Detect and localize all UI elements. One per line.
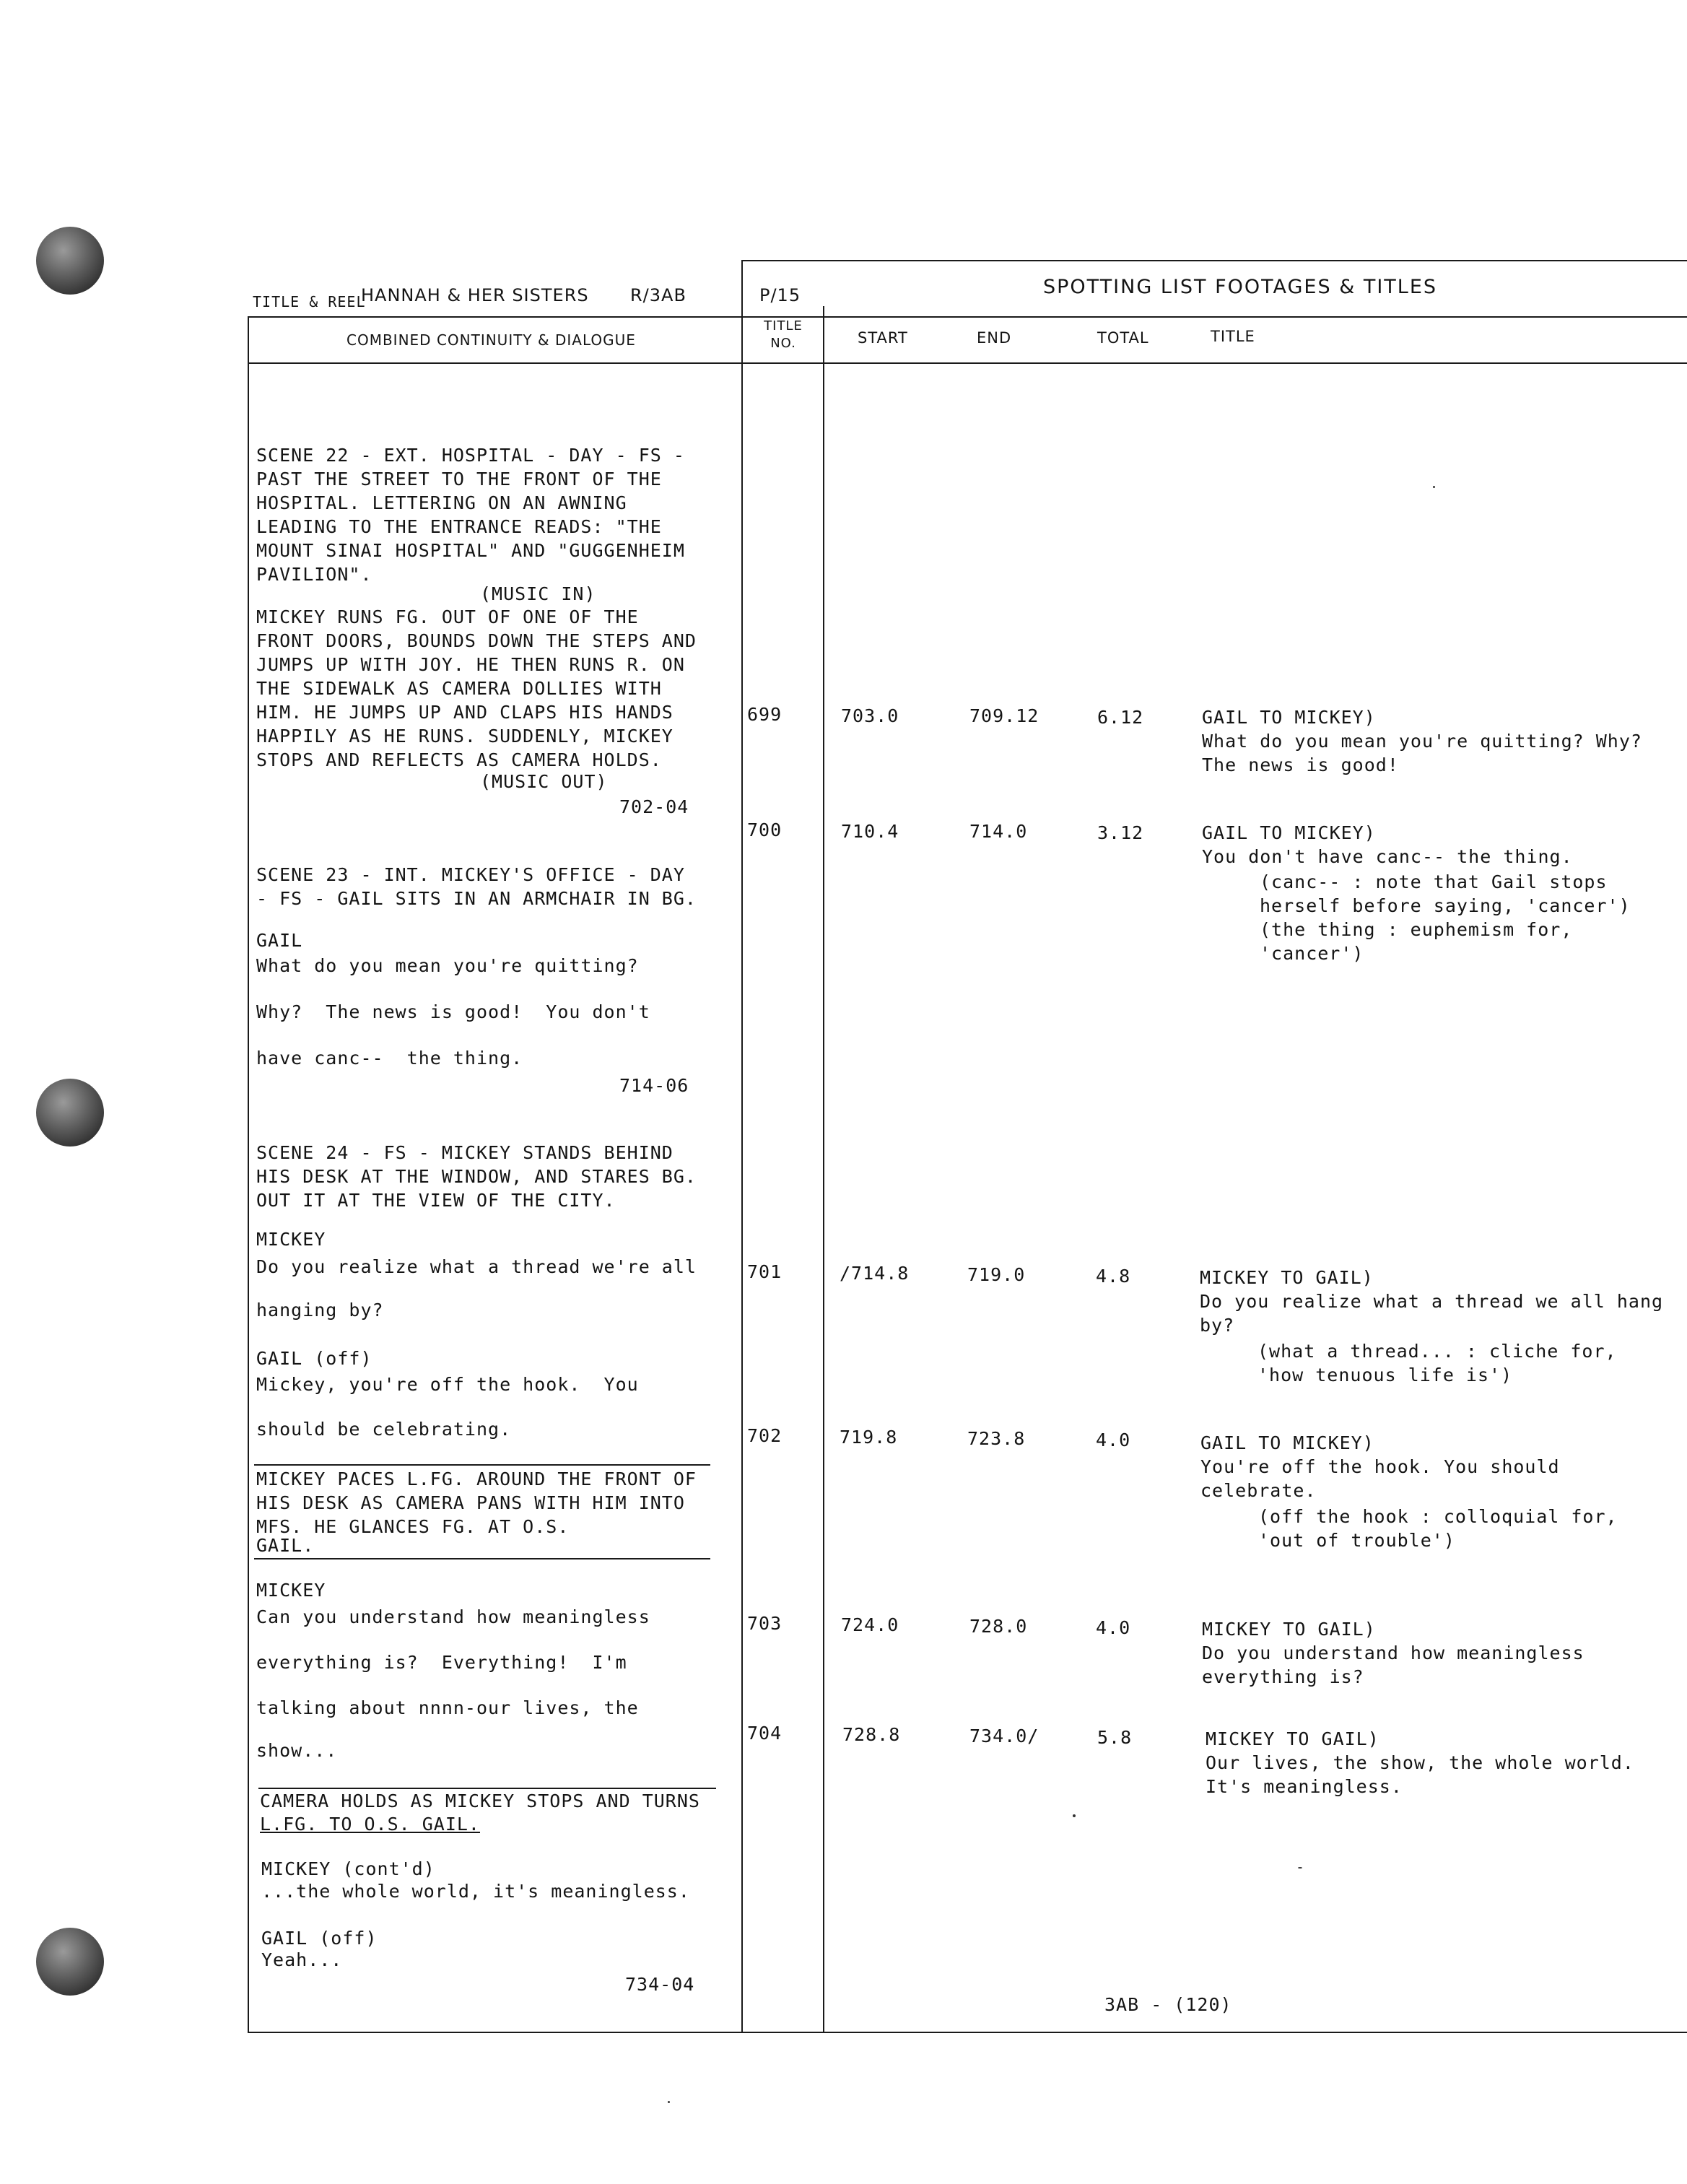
dialogue-line: everything is? Everything! I'm [256,1652,627,1673]
scan-speck [1298,1867,1302,1868]
total-footage: 4.8 [1096,1266,1131,1287]
mickey-paces-description: MICKEY PACES L.FG. AROUND THE FRONT OF HIS DESK AS CAMERA PANS WITH HIM INTO MFS. HE GLANCES FG. AT O.S. [256,1469,697,1537]
binder-hole-middle [36,1079,104,1147]
start-footage: 703.0 [841,705,899,726]
total-footage: 4.0 [1096,1430,1131,1450]
dialogue-line: should be celebrating. [256,1419,512,1440]
total-footage: 4.0 [1096,1617,1131,1638]
page-code: 3AB - (120) [1104,1994,1232,2015]
title-number: 700 [747,819,783,840]
subtitle-text: MICKEY TO GAIL) Do you realize what a thread we all hang by? [1200,1267,1664,1336]
title-number: 699 [747,704,783,725]
scene-24-description: SCENE 24 - FS - MICKEY STANDS BEHIND HIS DESK AT THE WINDOW, AND STARES BG. OUT IT AT THE VIEW OF THE CITY. [256,1142,697,1211]
subtitle-text: GAIL TO MICKEY) What do you mean you're quitting? Why? The news is good! [1202,707,1642,775]
speaker-gail: GAIL [256,930,303,951]
scan-speck [668,2101,670,2103]
speaker-mickey-contd: MICKEY (cont'd) [261,1858,435,1879]
title-number: 701 [747,1261,783,1282]
end-footage: 723.8 [967,1428,1026,1449]
end-footage: 728.0 [969,1616,1028,1637]
dialogue-line: Mickey, you're off the hook. You [256,1374,639,1395]
dialogue-line: What do you mean you're quitting? [256,955,639,976]
scene-22-description: SCENE 22 - EXT. HOSPITAL - DAY - FS - PAST THE STREET TO THE FRONT OF THE HOSPITAL. LETTERING ON AN AWNING LEADING TO THE ENTRANCE READS: "THE MOUNT SINAI HOSPITAL" AND "GUGGENHEIM PAVILION". [256,445,685,585]
column-start: START [858,329,908,347]
binder-hole-bottom [36,1928,104,1996]
scene-23-description: SCENE 23 - INT. MICKEY'S OFFICE - DAY - FS - GAIL SITS IN AN ARMCHAIR IN BG. [256,864,697,909]
total-footage: 5.8 [1097,1727,1133,1748]
column-continuity: COMBINED CONTINUITY & DIALOGUE [346,331,636,349]
column-end: END [977,329,1012,347]
mickey-paces-gail: GAIL. [256,1535,315,1556]
end-footage: 714.0 [969,821,1028,842]
dialogue-line: Yeah... [261,1949,343,1970]
dialogue-line: Why? The news is good! You don't [256,1001,650,1022]
end-footage: 709.12 [969,705,1039,726]
film-title: HANNAH & HER SISTERS [361,285,589,305]
camera-holds-description: CAMERA HOLDS AS MICKEY STOPS AND TURNS [260,1791,700,1811]
column-total: TOTAL [1097,329,1149,347]
speaker-mickey: MICKEY [256,1580,326,1601]
end-footage: 719.0 [967,1264,1026,1285]
divider-rule [254,1464,710,1466]
subtitle-text: MICKEY TO GAIL) Our lives, the show, the whole world. It's meaningless. [1206,1728,1634,1797]
dialogue-line: talking about nnnn-our lives, the [256,1697,639,1718]
start-footage: /714.8 [840,1263,910,1284]
dialogue-line: hanging by? [256,1300,384,1321]
title-number: 702 [747,1425,783,1446]
speaker-mickey: MICKEY [256,1229,326,1250]
start-footage: 728.8 [842,1724,901,1745]
title-number: 704 [747,1723,783,1744]
title-reel-label: TITLE & REEL [253,293,366,310]
translator-note: (canc-- : note that Gail stops herself before saying, 'cancer') (the thing : euphemism for, 'cancer') [1260,871,1631,964]
speaker-gail-off: GAIL (off) [256,1348,372,1369]
scan-speck [1433,486,1435,488]
subtitle-text: MICKEY TO GAIL) Do you understand how meaningless everything is? [1202,1619,1584,1687]
start-footage: 724.0 [841,1614,899,1635]
footage-734-04: 734-04 [625,1974,695,1995]
dialogue-line: Can you understand how meaningless [256,1606,650,1627]
footage-702-04: 702-04 [619,796,689,817]
dialogue-line: Do you realize what a thread we're all [256,1256,697,1277]
column-title: TITLE [1211,328,1255,345]
title-number: 703 [747,1613,783,1634]
music-out-cue: (MUSIC OUT) [480,771,608,792]
subtitle-text: GAIL TO MICKEY) You're off the hook. You should celebrate. [1200,1432,1560,1501]
dialogue-line: have canc-- the thing. [256,1048,523,1069]
page-number: P/15 [759,285,801,305]
footage-714-06: 714-06 [619,1075,689,1096]
mickey-runs-description: MICKEY RUNS FG. OUT OF ONE OF THE FRONT DOORS, BOUNDS DOWN THE STEPS AND JUMPS UP WITH JOY. HE THEN RUNS R. ON THE SIDEWALK AS CAMERA DOLLIES WITH HIM. HE JUMPS UP AND CLAPS HIS HANDS HAPPILY AS HE RUNS. SUDDENLY, MICKEY STOPS AND REFLECTS AS CAMERA HOLDS. [256,606,697,770]
scan-speck [1073,1814,1076,1817]
end-footage: 734.0/ [969,1726,1039,1746]
reel-number: R/3AB [630,285,686,305]
translator-note: (what a thread... : cliche for, 'how tenuous life is') [1257,1341,1617,1385]
dialogue-line: ...the whole world, it's meaningless. [261,1881,690,1902]
translator-note: (off the hook : colloquial for, 'out of trouble') [1258,1506,1618,1551]
speaker-gail-off: GAIL (off) [261,1928,378,1949]
total-footage: 3.12 [1097,822,1144,843]
dialogue-line: show... [256,1740,338,1761]
start-footage: 719.8 [840,1427,898,1448]
subtitle-text: GAIL TO MICKEY) You don't have canc-- the thing. [1202,822,1573,867]
column-title-no: TITLE NO. [764,318,803,351]
camera-holds-description: L.FG. TO O.S. GAIL. [260,1814,480,1835]
start-footage: 710.4 [841,821,899,842]
total-footage: 6.12 [1097,707,1144,728]
binder-hole-top [36,227,104,295]
divider-rule [254,1558,710,1559]
music-in-cue: (MUSIC IN) [480,583,596,604]
spotting-list-title: SPOTTING LIST FOOTAGES & TITLES [1043,276,1438,298]
